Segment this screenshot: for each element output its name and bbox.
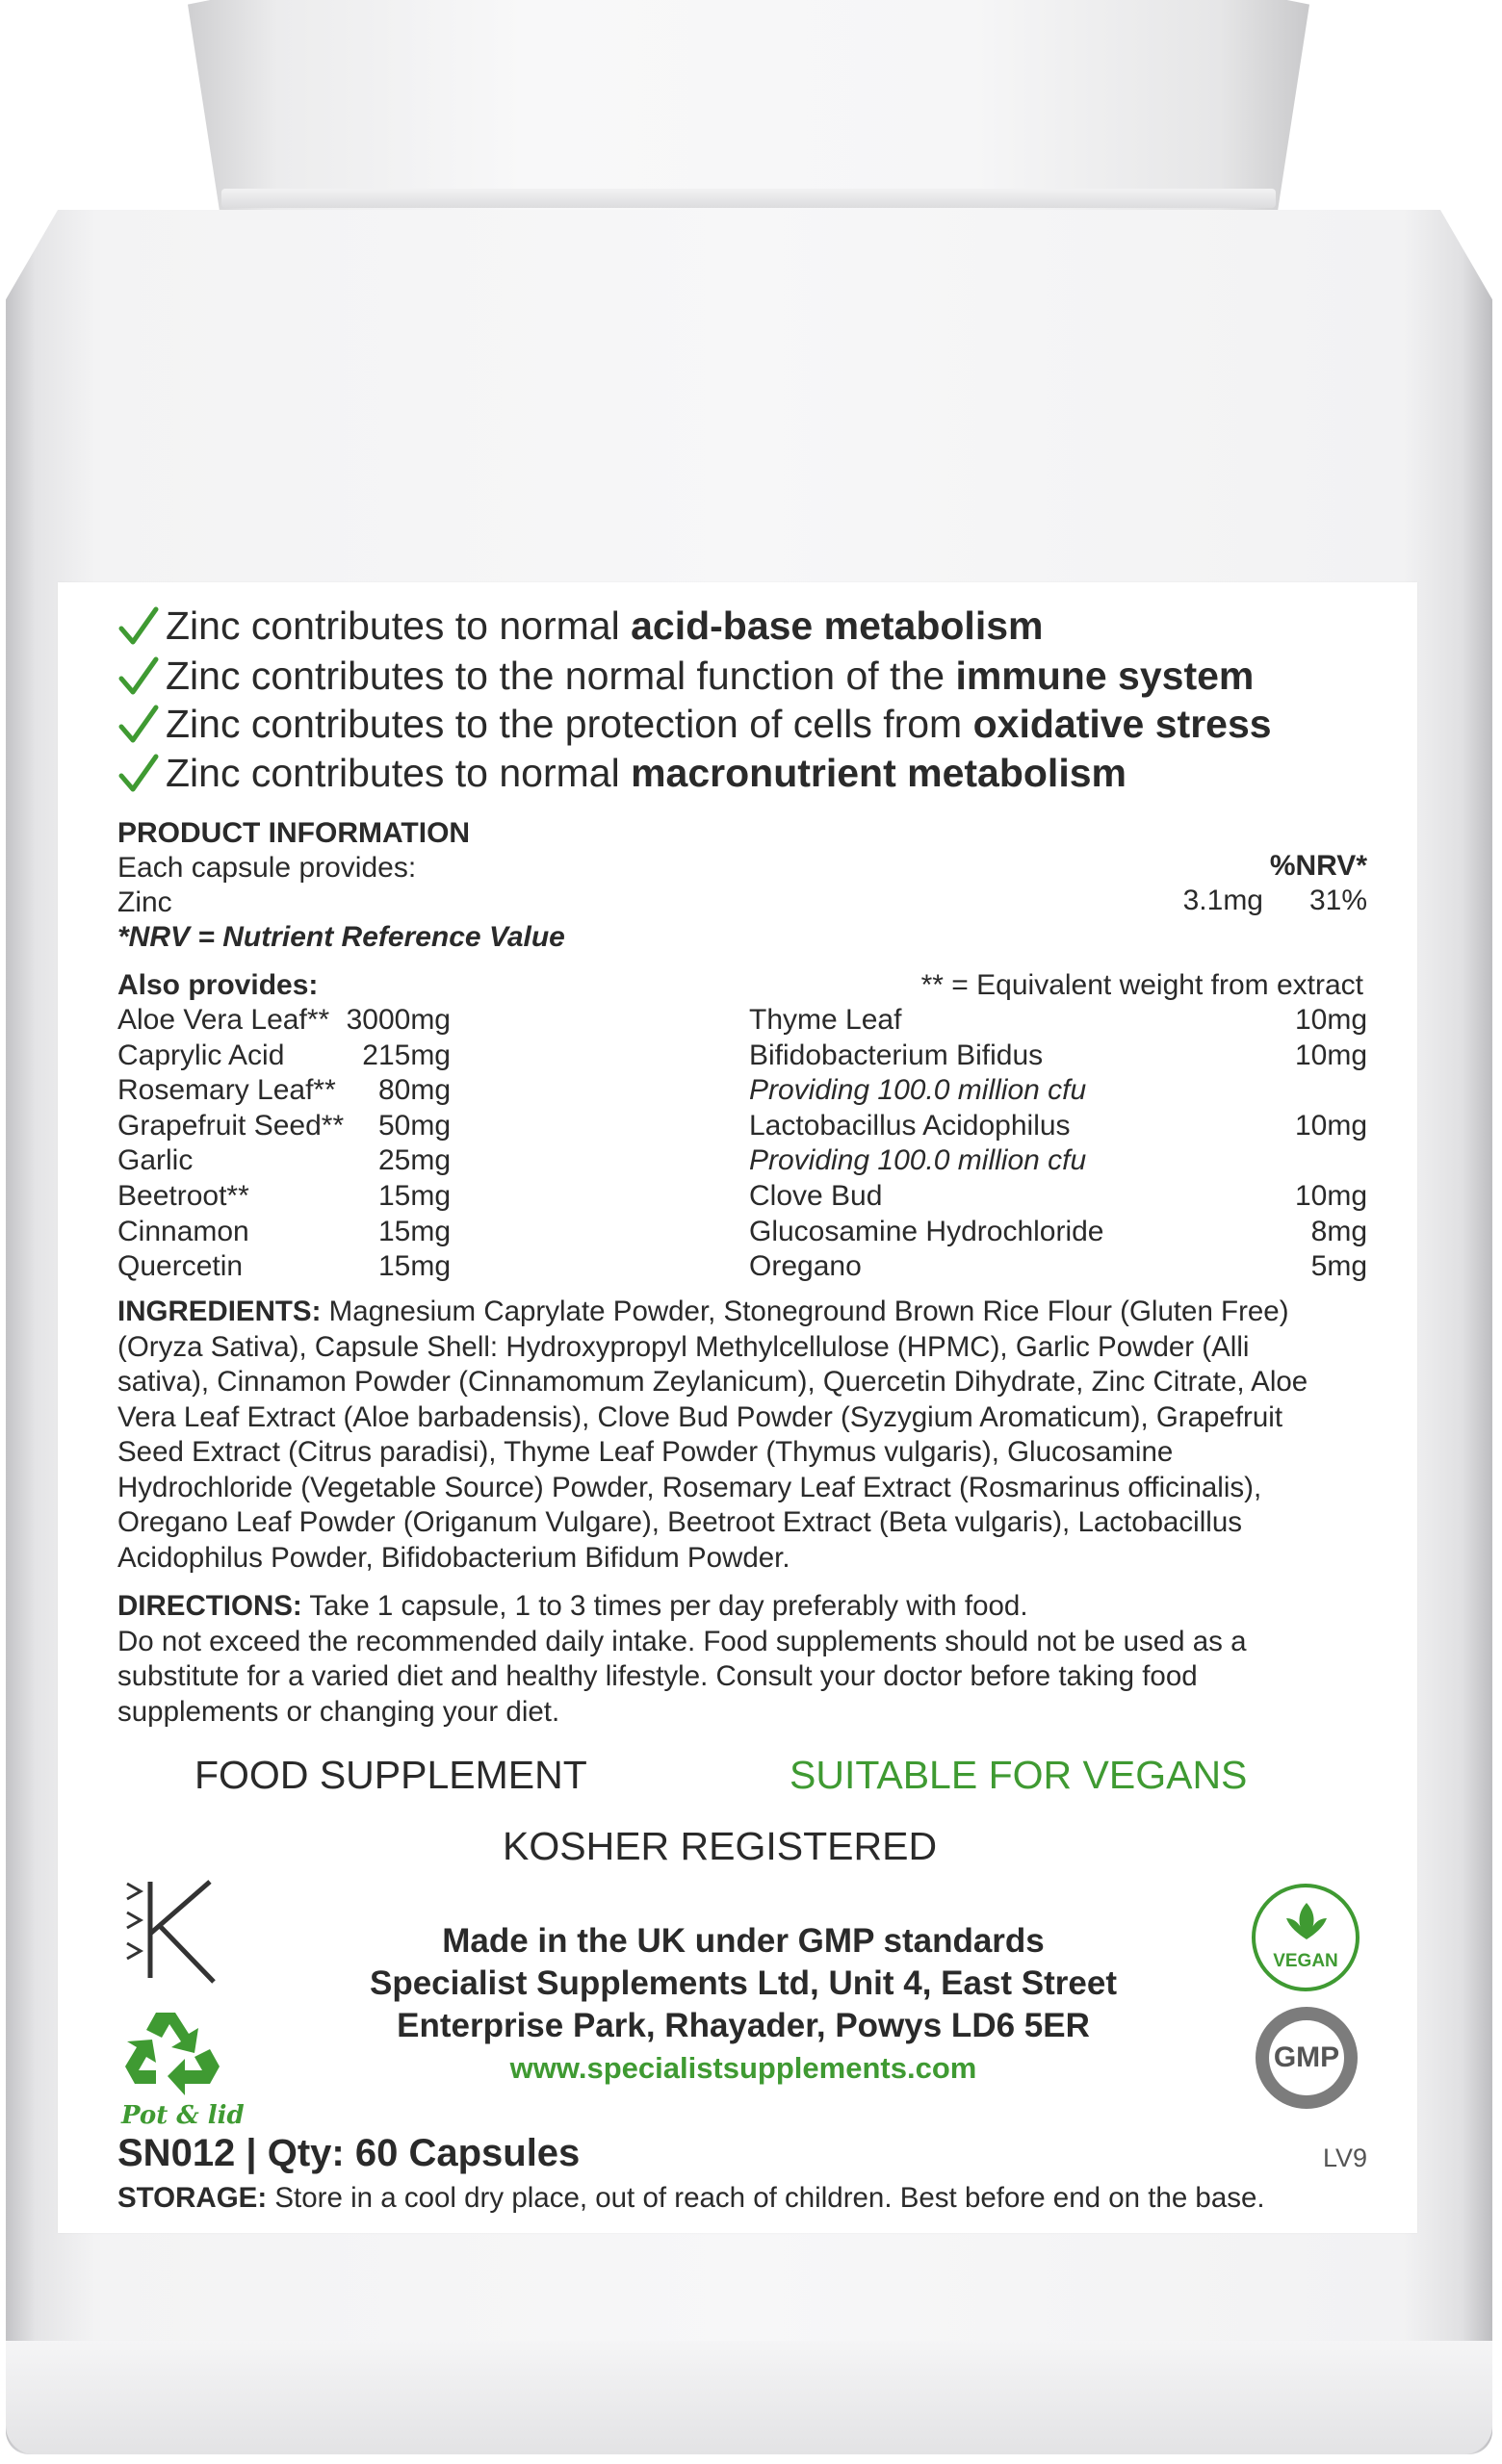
nutrient-name: Caprylic Acid [117,1040,285,1071]
checkmark-icon [117,605,160,648]
nutrient-name: Lactobacillus Acidophilus [749,1110,1071,1142]
kosher-text: KOSHER REGISTERED [503,1824,938,1868]
zinc-amount: 3.1mg [1182,885,1263,916]
nutrient-amount: 10mg [1294,1004,1367,1036]
nrv-note: *NRV = Nutrient Reference Value [117,921,565,953]
ingredients-line: Acidophilus Powder, Bifidobacterium Bifidum Powder. [117,1541,790,1574]
vegan-badge-label: VEGAN [1273,1951,1338,1971]
maker-line-2: Specialist Supplements Ltd, Unit 4, East Street [369,1964,1117,2002]
nutrient-amount: 8mg [1310,1216,1367,1247]
nutrient-name: Thyme Leaf [749,1004,902,1036]
nutrient-name: Glucosamine Hydrochloride [749,1216,1104,1247]
maker-info [262,1920,1225,2090]
also-provides-heading: Also provides: [117,969,319,1001]
ingredients-line: INGREDIENTS: Magnesium Caprylate Powder, Stoneground Brown Rice Flour (Gluten Free) [117,1296,1289,1327]
ingredients-line: (Oryza Sativa), Capsule Shell: Hydroxypropyl Methylcellulose (HPMC), Garlic Powder (Alli [117,1330,1250,1363]
nutrient-name: Aloe Vera Leaf** [117,1004,330,1036]
directions-line: substitute for a varied diet and healthy lifestyle. Consult your doctor before taking food [117,1660,1198,1692]
nutrient-amount: 50mg [377,1110,451,1142]
nutrient-amount: 10mg [1294,1040,1367,1071]
each-capsule-label: Each capsule provides: [117,852,417,884]
ingredients-line: Oregano Leaf Powder (Origanum Vulgare), Beetroot Extract (Beta vulgaris), Lactobacillus [117,1506,1243,1538]
bottle-base [6,2341,1492,2454]
directions-text [117,1589,1247,1730]
website-link[interactable]: www.specialistsupplements.com [509,2051,977,2085]
nutrient-name: Beetroot** [117,1180,249,1212]
recycle-caption: Pot & lid [121,2101,245,2130]
nutrient-amount: 25mg [377,1144,451,1176]
product-label [58,582,1417,2233]
claim-highlight: macronutrient metabolism [631,751,1126,795]
checkmark-icon [117,753,160,795]
nutrient-amount: 15mg [377,1180,451,1212]
product-info-heading: PRODUCT INFORMATION [117,817,471,849]
claim-text: Zinc contributes to normal [166,751,632,795]
ingredients-label: INGREDIENTS: [117,1296,322,1327]
claim-highlight: immune system [955,654,1255,698]
leaf-icon [1284,1901,1329,1943]
nutrient-amount: 215mg [362,1040,451,1071]
claim-highlight: oxidative stress [972,702,1272,746]
nutrient-name: Grapefruit Seed** [117,1110,345,1142]
gmp-badge-icon [1256,2007,1358,2109]
bottle-cap-rim [221,189,1276,208]
cfu-note: Providing 100.0 million cfu [749,1074,1087,1106]
nutrient-name: Bifidobacterium Bifidus [749,1040,1044,1071]
directions-label: DIRECTIONS: [117,1590,302,1622]
vegan-badge-icon [1252,1884,1360,1991]
maker-line-1: Made in the UK under GMP standards [442,1922,1045,1960]
cfu-note: Providing 100.0 million cfu [749,1144,1087,1176]
nutrient-amount: 3000mg [346,1004,451,1036]
claim-text: Zinc contributes to the protection of cells from [166,702,973,746]
nutrient-amount: 15mg [377,1216,451,1247]
nutrient-name: Oregano [749,1250,862,1282]
recycle-icon [117,2005,227,2101]
nutrient-amount: 80mg [377,1074,451,1106]
ingredients-line: Vera Leaf Extract (Aloe barbadensis), Clove Bud Powder (Syzygium Aromaticum), Grapefruit [117,1400,1283,1433]
nutrient-name: Quercetin [117,1250,244,1282]
ingredients-line: Hydrochloride (Vegetable Source) Powder, Rosemary Leaf Extract (Rosmarinus officinalis), [117,1471,1262,1503]
nutrient-amount: 15mg [377,1250,451,1282]
maker-line-3: Enterprise Park, Rhayader, Powys LD6 5ER [397,2007,1090,2044]
ingredients-line: Seed Extract (Citrus paradisi), Thyme Leaf Powder (Thymus vulgaris), Glucosamine [117,1436,1174,1468]
extract-note: ** = Equivalent weight from extract [920,969,1363,1001]
nutrient-name: Clove Bud [749,1180,883,1212]
claim-text: Zinc contributes to the normal function of the [166,654,956,698]
nutrient-amount: 10mg [1294,1110,1367,1142]
nutrient-name: Garlic [117,1144,194,1176]
ingredients-text [117,1295,1308,1576]
directions-line: Do not exceed the recommended daily intake. Food supplements should not be used as a [117,1625,1247,1657]
storage-text [117,2182,1265,2215]
vegan-suitability-text: SUITABLE FOR VEGANS [790,1753,1248,1797]
ingredients-line: sativa), Cinnamon Powder (Cinnamomum Zeylanicum), Quercetin Dihydrate, Zinc Citrate, Aloe [117,1366,1308,1398]
storage-label: STORAGE: [117,2182,268,2214]
nutrient-amount: 10mg [1294,1180,1367,1212]
claim-highlight: acid-base metabolism [631,603,1044,648]
gmp-badge-label: GMP [1273,2041,1340,2073]
checkmark-icon [117,704,160,746]
nutrient-name: Cinnamon [117,1216,249,1247]
food-supplement-text: FOOD SUPPLEMENT [194,1753,587,1797]
product-code: SN012 | Qty: 60 Capsules [117,2132,581,2174]
checkmark-icon [117,655,160,698]
directions-line: supplements or changing your diet. [117,1695,560,1728]
storage-instructions: Store in a cool dry place, out of reach of children. Best before end on the base. [267,2182,1265,2214]
brand-logo [121,1872,227,1988]
zinc-label: Zinc [117,886,172,918]
zinc-nrv: 31% [1308,885,1367,916]
claim-text: Zinc contributes to normal [166,603,632,648]
nutrient-name: Rosemary Leaf** [117,1074,336,1106]
nrv-header: %NRV* [1269,850,1367,882]
directions-line: DIRECTIONS: Take 1 capsule, 1 to 3 times per day preferably with food. [117,1590,1028,1622]
label-version: LV9 [1322,2143,1367,2172]
nutrient-amount: 5mg [1310,1250,1367,1282]
